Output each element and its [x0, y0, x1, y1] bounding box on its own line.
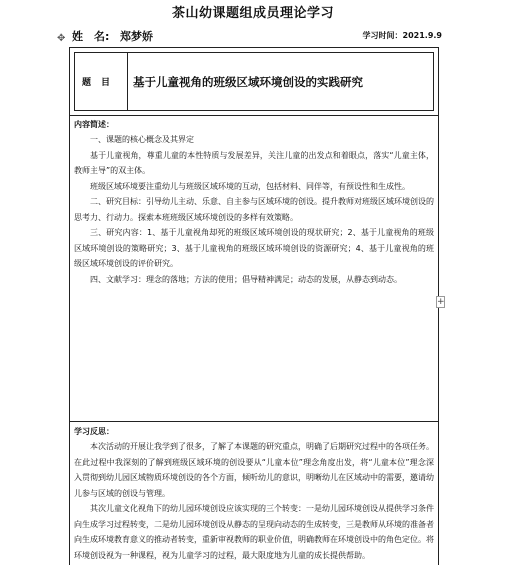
content-paragraph: 基于儿童视角，尊重儿童的本性特质与发展差异，关注儿童的出发点和着眼点，落实“儿童主体，教师主导”的双主体。 — [74, 150, 434, 175]
content-summary-section — [70, 115, 438, 422]
topic-text: 基于儿童视角的班级区域环境创设的实践研究 — [133, 74, 363, 89]
topic-row — [70, 48, 438, 116]
topic-inner-box — [74, 52, 434, 111]
content-paragraph: 三、研究内容：1、基于儿童视角却死的班级区域环境创设的现状研究；2、基于儿童视角的班级区域环境创设的策略研究；3、基于儿童视角的班级区域环境创设的资源研究；4、基于儿童视角的班级区域环境创设的评价研究。 — [74, 228, 434, 268]
topic-label: 题目 — [75, 53, 128, 110]
header-info-row — [72, 27, 442, 45]
table-move-handle-icon[interactable]: ✥ — [57, 33, 66, 44]
name-value: 郑梦娇 — [120, 30, 153, 43]
add-row-handle-icon[interactable]: + — [437, 297, 445, 307]
reflection-section — [70, 422, 438, 566]
content-paragraph: 二、研究目标：引导幼儿主动、乐意、自主参与区域环境的创设。提升教师对班级区域环境创设的思考力、行动力。探索本班班级区域环境创设的多样有效策略。 — [74, 197, 434, 222]
study-record-table — [69, 47, 439, 565]
content-paragraph: 一、课题的核心概念及其界定 — [90, 135, 194, 144]
content-heading: 内容简述： — [74, 120, 114, 129]
content-paragraph: 班级区域环境要注重幼儿与班级区域环境的互动，包括材料、同伴等，有预设性和生成性。 — [90, 181, 410, 191]
content-paragraph: 四、文献学习：理念的落地；方法的使用；倡导精神满足；动态的发展，从静态到动态。 — [90, 274, 402, 284]
reflection-paragraph: 其次儿童文化视角下的幼儿园环境创设应该实现的三个转变：一是幼儿园环境创设从提供学习条件向生成学习过程转变，二是幼儿园环境创设从静态的呈现向动态的生成转变，三是教师从环境的准备者向生成环境教育意义的推动者转变，重新审视教师的职业价值，明确教师在环境创设中的角色定位。将环境创设视为一种课程，视为儿童学习的过程，最大限度地为儿童的成长提供帮助。 — [74, 504, 434, 560]
reflection-heading: 学习反思： — [74, 427, 114, 436]
reflection-paragraph: 本次活动的开展让我学到了很多，了解了本课题的研究重点，明确了后期研究过程中的各项任务。在此过程中我深刻的了解到班级区域环境的创设要从“儿童本位”理念角度出发，将“儿童本位”理念深入贯彻到幼儿园区域物质环境创设的各个方面，倾听幼儿的意识，明晰幼儿在区域动中的需要，邀请幼儿参与区域的创设与管理。 — [74, 442, 434, 498]
document-title: 茶山幼课题组成员理论学习 — [171, 6, 334, 21]
name-label: 姓 名: — [72, 30, 110, 43]
study-date: 学习时间：2021.9.9 — [362, 31, 442, 40]
